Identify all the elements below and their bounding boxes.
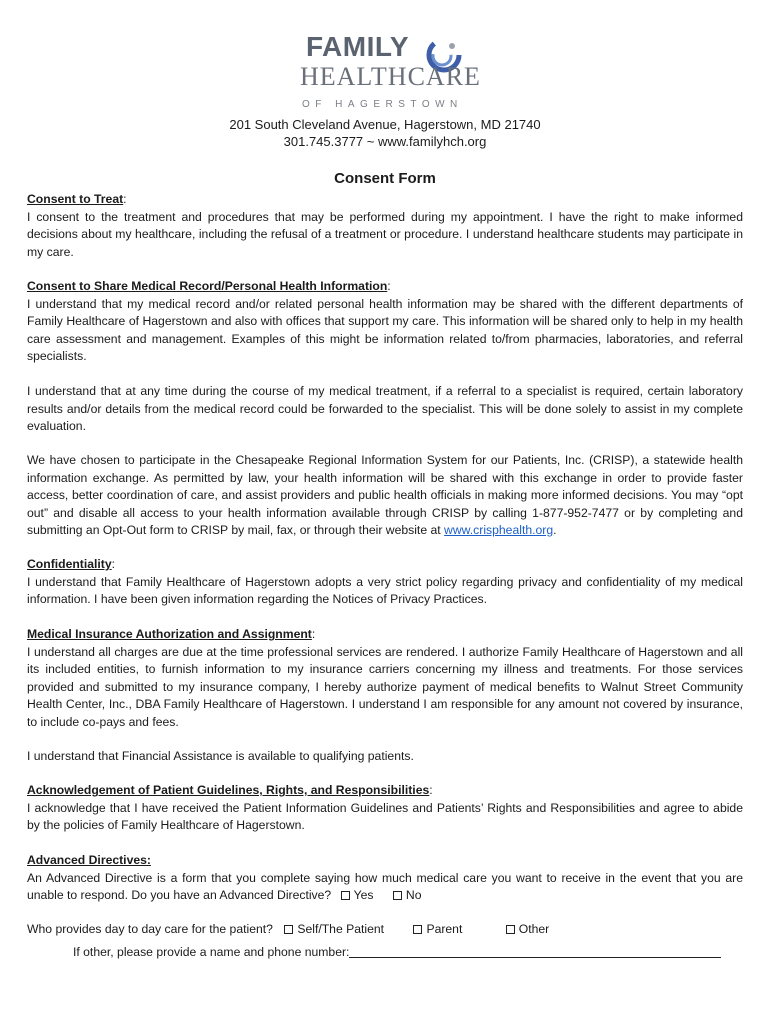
heading-insurance: Medical Insurance Authorization and Assignment [27,627,312,641]
section-caregiver [27,921,743,939]
section-insurance: Medical Insurance Authorization and Assignment: I understand all charges are due at the time professional services are rendered. I authorize Family Healthcare of Hagerstown and all its included entities, to furnish information to my insurance carriers concerning my illness and treatments. For those services provided and submitted to my insurance company, I hereby authorize payment of medical benefits to Walnut Street Community Health Center, Inc., DBA Family Healthcare of Hagerstown. I understand I am responsible for any amount not covered by insurance, to include co-pays and fees. [27,626,743,731]
text-directives: An Advanced Directive is a form that you complete saying how much medical care you want to receive in the event that you are unable to respond. Do you have an Advanced Directive? [27,870,743,902]
text-caregiver-question: Who provides day to day care for the patient? [27,922,273,936]
text-crisp: We have chosen to participate in the Chesapeake Regional Information System for our Patients, Inc. (CRISP), a statewide health information exchange. As permitted by law, your health information will be shared with this exchange in order to provide faster access, better coordination of care, and assist providers and public health officials in making more informed decisions. You may “opt out” and disable all access to your health information available through CRISP by calling 1-877-952-7477 or by completing and submitting an Opt-Out form to CRISP by mail, fax, or through their website at [27,453,743,537]
caregiver-self-checkbox[interactable] [284,925,293,934]
section-other-contact [73,944,743,962]
text-consent-treat: I consent to the treatment and procedures that may be performed during my appointment. I have the right to make informed decisions about my healthcare, including the refusal of a treatment or procedure. I understand healthcare students may participate in my care. [27,209,743,259]
heading-acknowledgement: Acknowledgement of Patient Guidelines, Rights, and Responsibilities [27,783,430,797]
logo-text-of-hagerstown: OF HAGERSTOWN [302,99,463,110]
directive-yes-label: Yes [353,888,374,902]
section-confidentiality: Confidentiality: I understand that Family Healthcare of Hagerstown adopts a very strict policy regarding privacy and confidentiality of my medical information. I have been given information regarding the Notices of Privacy Practices. [27,556,743,609]
caregiver-parent-label: Parent [426,922,463,936]
caregiver-other-checkbox[interactable] [506,925,515,934]
text-consent-share-1: I understand that my medical record and/or related personal health information may be shared with the different departments of Family Healthcare of Hagerstown and also with offices that support my care. This information will be shared only to help in my health care assessment and management. Examples of this might be information related to/from pharmacies, laboratories, and referral specialists. [27,296,743,363]
heading-consent-share: Consent to Share Medical Record/Personal Health Information [27,279,388,293]
text-insurance: I understand all charges are due at the time professional services are rendered. I authorize Family Healthcare of Hagerstown and all its included entities, to furnish information to my insurance carriers concerning my illness and treatments. For those services provided and submitted to my insurance company, I hereby authorize payment of medical benefits to Walnut Street Community Health Center, Inc., DBA Family Healthcare of Hagerstown. I understand I am responsible for any amount not covered by insurance, to include co-pays and fees. [27,644,743,729]
section-crisp [27,452,743,540]
text-financial-assistance: I understand that Financial Assistance is available to qualifying patients. [27,749,414,763]
section-referral [27,383,743,436]
logo-text-healthcare: HEALTHCARE [300,62,481,91]
directive-no-label: No [405,888,422,902]
text-acknowledgement: I acknowledge that I have received the Patient Information Guidelines and Patients’ Rights and Responsibilities and agree to abide by the policies of Family Healthcare of Hagerstown. [27,800,743,832]
caregiver-parent-checkbox[interactable] [413,925,422,934]
family-healthcare-logo [300,31,481,110]
text-confidentiality: I understand that Family Healthcare of Hagerstown adopts a very strict policy regarding privacy and confidentiality of my medical information. I have been given information regarding the Notices of Privacy Practices. [27,574,743,606]
text-consent-share-2: I understand that at any time during the course of my medical treatment, if a referral to a specialist is required, certain laboratory results and/or details from the medical record could be forwarded to the specialist. This will be done solely to assist in my complete evaluation. [27,384,743,433]
section-financial [27,748,743,766]
directive-yes-checkbox[interactable] [341,891,350,900]
other-contact-field[interactable] [349,945,721,958]
page-title: Consent Form [334,170,436,187]
section-consent-treat: Consent to Treat: I consent to the treatment and procedures that may be performed during my appointment. I have the right to make informed decisions about my healthcare, including the refusal of a treatment or procedure. I understand healthcare students may participate in my care. [27,191,743,261]
directive-no-checkbox[interactable] [393,891,402,900]
address-contact: 301.745.3777 ~ www.familyhch.org [283,134,487,149]
caregiver-other-label: Other [518,922,550,936]
text-crisp-end: . [553,523,557,537]
heading-directives: Advanced Directives: [27,853,151,867]
caregiver-self-label: Self/The Patient [297,922,385,936]
section-acknowledgement: Acknowledgement of Patient Guidelines, Rights, and Responsibilities: I acknowledge that I have received the Patient Information Guidelines and Patients’ Rights and Responsibilities and agree to abide by the policies of Family Healthcare of Hagerstown. [27,782,743,835]
crisp-website-link[interactable]: www.crisphealth.org [444,523,554,537]
address-street: 201 South Cleveland Avenue, Hagerstown, MD 21740 [229,117,541,132]
heading-consent-treat: Consent to Treat [27,192,124,206]
heading-confidentiality: Confidentiality [27,557,112,571]
section-consent-share: Consent to Share Medical Record/Personal Health Information: I understand that my medical record and/or related personal health information may be shared with the different departments of Family Healthcare of Hagerstown and also with offices that support my care. This information will be shared only to help in my health care assessment and management. Examples of this might be information related to/from pharmacies, laboratories, and referral specialists. [27,278,743,366]
text-other-prompt: If other, please provide a name and phone number: [73,945,350,959]
section-directives [27,852,743,905]
logo-text-family: FAMILY [306,31,410,62]
